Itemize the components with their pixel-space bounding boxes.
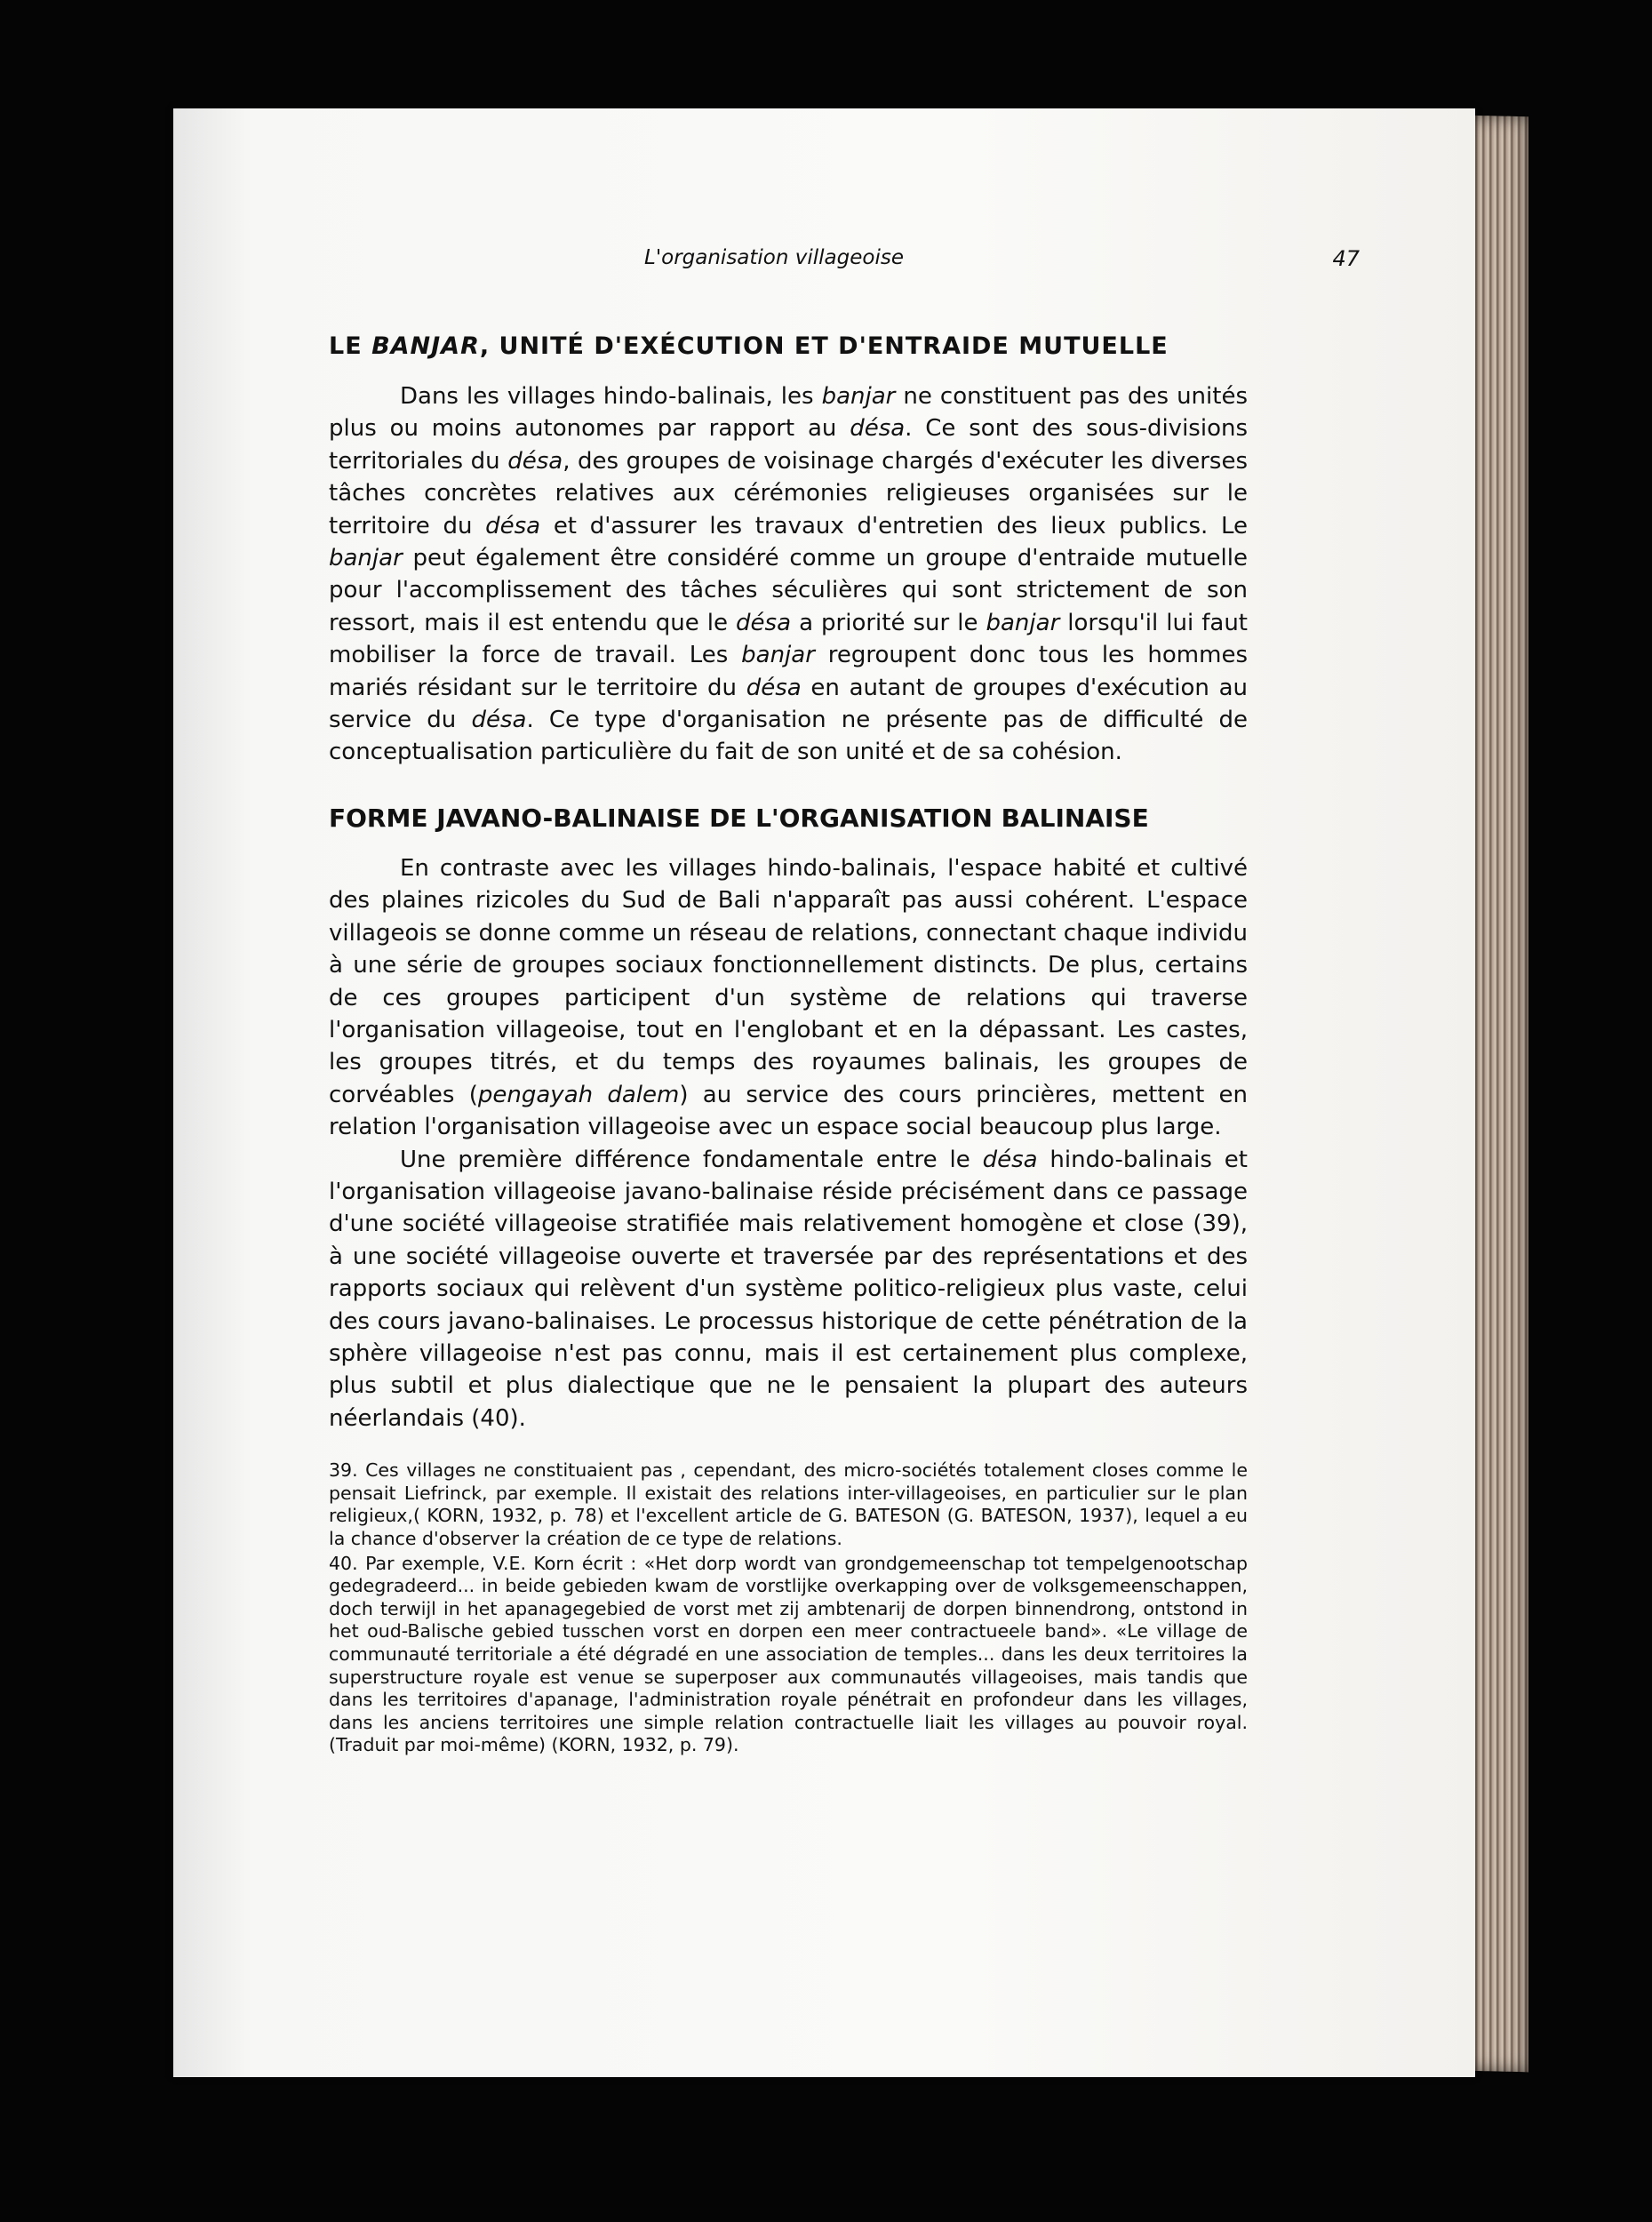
text-run: Dans les villages hindo-balinais, les	[400, 383, 822, 410]
italic-term: pengayah dalem	[477, 1081, 680, 1108]
text-run: En contraste avec les villages hindo-balinais, l'espace habité et cultivé des plaines rizicoles du Sud de Bali n'apparaît pas aussi cohérent. L'espace villageois se donne comme un réseau de relations, connectant chaque individu à une série de groupes sociaux fonctionnellement distincts. De plus, certains de ces groupes participent d'un système de relations qui traverse l'organisation villageoise, tout en l'englobant et en la dépassant. Les castes, les groupes titrés, et du temps des royaumes balinais, les groupes de corvéables (	[329, 854, 1248, 1108]
footnotes	[329, 1459, 1248, 1757]
italic-term: désa	[982, 1146, 1038, 1173]
text-run: Une première différence fondamentale entre le	[400, 1146, 983, 1173]
text-run: ) au service des cours princières, mettent en relation l'organisation villageoise avec un espace social beaucoup plus large.	[329, 1081, 1249, 1141]
footnote-40: 40. Par exemple, V.E. Korn écrit : «Het dorp wordt van grondgemeenschap tot tempelgenootschap gedegradeerd... in beide gebieden kwam de vorstlijke overkapping over de volksgemeenschappen, doch terwijl in het apanagegebied de vorst met zij ambtenarij de dorpen binnendrong, ontstond in het oud-Balische gebied tusschen vorst en dorpen een meer contractueele band». «Le village de communauté territoriale a été dégradé en une association de temples... dans les deux territoires la superstructure royale est venue se superposer aux communautés villageoises, mais tandis que dans les territoires d'apanage, l'administration royale pénétrait en profondeur dans les villages, dans les anciens territoires une simple relation contractuelle liait les villages au pouvoir royal. (Traduit par moi-même) (KORN, 1932, p. 79).	[329, 1552, 1248, 1756]
section-heading-javano-balinaise: FORME JAVANO-BALINAISE DE L'ORGANISATION BALINAISE	[329, 803, 1149, 833]
italic-term: banjar	[986, 609, 1060, 636]
italic-term: banjar	[821, 383, 896, 410]
text-run: . Ce sont des sous-divisions territoriales du	[329, 415, 1248, 475]
running-header	[173, 246, 1475, 282]
text-run: peut également être considéré comme un groupe d'entraide mutuelle pour l'accomplissement des tâches séculières qui sont strictement de son ressort, mais il est entendu que le	[329, 545, 1248, 636]
paragraph-banjar	[329, 380, 1248, 769]
italic-term: désa	[471, 707, 527, 734]
heading-suffix: , UNITÉ D'EXÉCUTION ET D'ENTRAIDE MUTUELLE	[479, 332, 1169, 360]
text-run: . Ce type d'organisation ne présente pas de difficulté de conceptualisation particulière du fait de son unité et de sa cohésion.	[329, 707, 1248, 766]
text-run: lorsqu'il lui faut mobiliser la force de travail. Les	[329, 609, 1248, 669]
paragraph-difference	[329, 1144, 1248, 1435]
italic-term: désa	[746, 674, 802, 701]
main-text	[329, 331, 1248, 1759]
running-title: L'organisation villageoise	[644, 246, 904, 269]
text-run: , des groupes de voisinage chargés d'exécuter les diverses tâches concrètes relatives aux cérémonies religieuses organisées sur le territoire du	[329, 447, 1248, 540]
text-run: et d'assurer les travaux d'entretien des lieux publics. Le	[540, 512, 1248, 540]
footnote-39: 39. Ces villages ne constituaient pas , cependant, des micro-sociétés totalement closes comme le pensait Liefrinck, par exemple. Il existait des relations inter-villageoises, en particulier sur le plan religieux,( KORN, 1932, p. 78) et l'excellent article de G. BATESON (G. BATESON, 1937), lequel a eu la chance d'observer la création de ce type de relations.	[329, 1459, 1248, 1549]
text-run: en autant de groupes d'exécution au service du	[329, 674, 1248, 734]
text-run: regroupent donc tous les hommes mariés résidant sur le territoire du	[329, 642, 1248, 701]
page-number: 47	[1332, 246, 1360, 271]
italic-term: banjar	[741, 642, 815, 669]
paragraph-contraste	[329, 852, 1248, 1144]
italic-term: désa	[736, 609, 792, 636]
italic-term: désa	[850, 415, 906, 443]
text-run: ne constituent pas des unités plus ou moins autonomes par rapport au	[329, 383, 1248, 443]
book-page	[173, 108, 1475, 2077]
section-heading-banjar	[329, 331, 1248, 363]
italic-term: désa	[485, 512, 541, 540]
heading-prefix: LE	[329, 332, 372, 360]
text-run: hindo-balinais et l'organisation villageoise javano-balinaise réside précisément dans ce passage d'une société villageoise stratifiée mais relativement homogène et close (39), à une société villageoise ouverte et traversée par des représentations et des rapports sociaux qui relèvent d'un système politico-religieux plus vaste, celui des cours javano-balinaises. Le processus historique de cette pénétration de la sphère villageoise n'est pas connu, mais il est certainement plus complexe, plus subtil et plus dialectique que ne le pensaient la plupart des auteurs néerlandais (40).	[329, 1146, 1248, 1432]
heading-italic-term: BANJAR	[371, 332, 480, 360]
italic-term: banjar	[329, 545, 403, 572]
italic-term: désa	[507, 447, 563, 475]
text-run: a priorité sur le	[791, 609, 986, 636]
